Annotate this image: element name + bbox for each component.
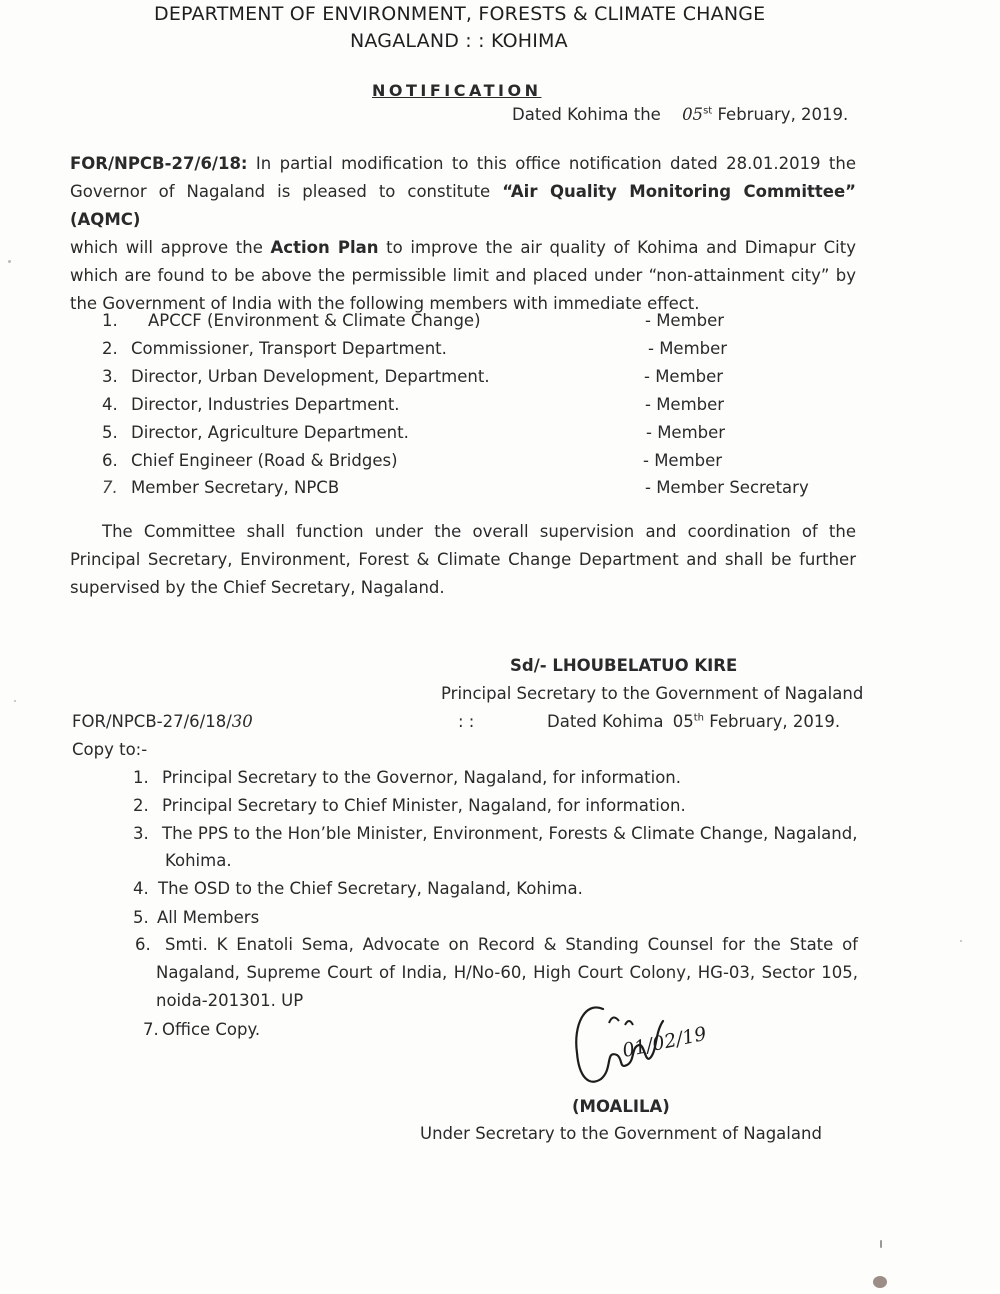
copy-to-label: Copy to:-	[72, 740, 148, 759]
copy-date-suffix: th	[693, 712, 704, 724]
member-role: - Member	[645, 311, 725, 330]
date-suffix: st	[703, 105, 713, 117]
notification-body	[70, 150, 856, 318]
member-num: 7.	[102, 478, 118, 497]
body-text-2a: Governor of Nagaland is pleased to constitute	[70, 182, 503, 201]
member-name: Chief Engineer (Road & Bridges)	[131, 451, 398, 470]
copy-item-text-cont: Kohima.	[165, 851, 232, 870]
notification-date	[512, 105, 848, 124]
copy-separator: : :	[458, 712, 475, 731]
copy-item-text-cont: noida-201301. UP	[156, 991, 304, 1010]
member-role: - Member	[643, 451, 723, 470]
body-text-3a: which will approve the	[70, 238, 271, 257]
member-role: - Member	[644, 367, 724, 386]
copy-item-num: 6.	[135, 935, 151, 954]
supervision-line-2: Principal Secretary, Environment, Forest & Climate Change Department and shall be further	[70, 550, 856, 569]
copy-item-num: 5.	[133, 908, 149, 927]
location-heading: NAGALAND : : KOHIMA	[350, 30, 568, 52]
action-plan-term: Action Plan	[270, 238, 379, 257]
member-num: 5.	[102, 423, 118, 442]
notification-title: NOTIFICATION	[372, 81, 542, 100]
body-text-3c: to improve the air quality of Kohima and Dimapur City	[378, 238, 856, 257]
copy-item-num: 2.	[133, 796, 149, 815]
committee-name: “Air Quality Monitoring Committee” (AQMC)	[70, 182, 856, 229]
scan-speck	[14, 700, 16, 702]
copy-item-num: 3.	[133, 824, 149, 843]
copy-date	[547, 712, 840, 731]
member-role: - Member	[648, 339, 728, 358]
signature-date: 01/02/19	[620, 1022, 709, 1062]
copy-item-text: Principal Secretary to Chief Minister, Nagaland, for information.	[162, 796, 686, 815]
member-role: - Member	[646, 423, 726, 442]
copy-ref-handwritten: 30	[231, 712, 253, 731]
copy-item-text: Smti. K Enatoli Sema, Advocate on Record & Standing Counsel for the State of	[165, 935, 858, 954]
file-reference: FOR/NPCB-27/6/18:	[70, 154, 248, 173]
scan-speck	[880, 1240, 882, 1248]
body-line-4: which are found to be above the permissible limit and placed under “non-attainment city” by	[70, 266, 856, 285]
member-num: 1.	[102, 311, 118, 330]
copy-item-text: The OSD to the Chief Secretary, Nagaland, Kohima.	[158, 879, 583, 898]
under-secretary-designation: Under Secretary to the Government of Nagaland	[420, 1124, 822, 1143]
date-prefix: Dated Kohima the	[512, 105, 661, 124]
member-num: 3.	[102, 367, 118, 386]
member-name: APCCF (Environment & Climate Change)	[148, 311, 481, 330]
copy-item-num: 1.	[133, 768, 149, 787]
body-line-1	[70, 150, 856, 178]
body-line-5: the Government of India with the following members with immediate effect.	[70, 294, 700, 313]
member-num: 2.	[102, 339, 118, 358]
body-text-1: In partial modification to this office notification dated 28.01.2019 the	[255, 154, 857, 173]
scan-speck	[8, 260, 11, 263]
signatory-name: Sd/- LHOUBELATUO KIRE	[510, 656, 738, 675]
date-day: 05	[682, 105, 704, 124]
copy-item-text: Office Copy.	[162, 1020, 261, 1039]
copy-item-text: Principal Secretary to the Governor, Nagaland, for information.	[162, 768, 682, 787]
department-heading: DEPARTMENT OF ENVIRONMENT, FORESTS & CLIMATE CHANGE	[154, 3, 766, 25]
member-name: Director, Urban Development, Department.	[131, 367, 490, 386]
member-num: 4.	[102, 395, 118, 414]
copy-item-text: The PPS to the Hon’ble Minister, Environment, Forests & Climate Change, Nagaland,	[162, 824, 858, 843]
copy-ref-text: FOR/NPCB-27/6/18/	[72, 712, 232, 731]
copy-date-prefix: Dated Kohima	[547, 712, 664, 731]
member-num: 6.	[102, 451, 118, 470]
copy-reference	[72, 712, 253, 731]
member-role: - Member	[645, 395, 725, 414]
scan-speck	[960, 940, 962, 942]
copy-item-text: All Members	[157, 908, 260, 927]
copy-date-day: 05	[672, 712, 694, 731]
copy-item-num: 4.	[133, 879, 149, 898]
copy-item-num: 7.	[143, 1020, 159, 1039]
body-line-3	[70, 234, 856, 262]
under-secretary-name: (MOALILA)	[572, 1097, 670, 1116]
member-role: - Member Secretary	[645, 478, 809, 497]
signatory-designation: Principal Secretary to the Government of Nagaland	[441, 684, 864, 703]
member-name: Commissioner, Transport Department.	[131, 339, 447, 358]
copy-item-text-cont: Nagaland, Supreme Court of India, H/No-60, High Court Colony, HG-03, Sector 105,	[156, 963, 858, 982]
body-line-2	[70, 178, 856, 234]
date-rest: February, 2019.	[717, 105, 849, 124]
supervision-line-1: The Committee shall function under the overall supervision and coordination of the	[102, 522, 856, 541]
supervision-line-3: supervised by the Chief Secretary, Nagaland.	[70, 578, 445, 597]
copy-date-rest: February, 2019.	[709, 712, 841, 731]
member-name: Director, Agriculture Department.	[131, 423, 409, 442]
supervision-paragraph	[70, 518, 856, 602]
member-name: Member Secretary, NPCB	[131, 478, 340, 497]
scan-speck	[873, 1276, 887, 1288]
member-name: Director, Industries Department.	[131, 395, 400, 414]
